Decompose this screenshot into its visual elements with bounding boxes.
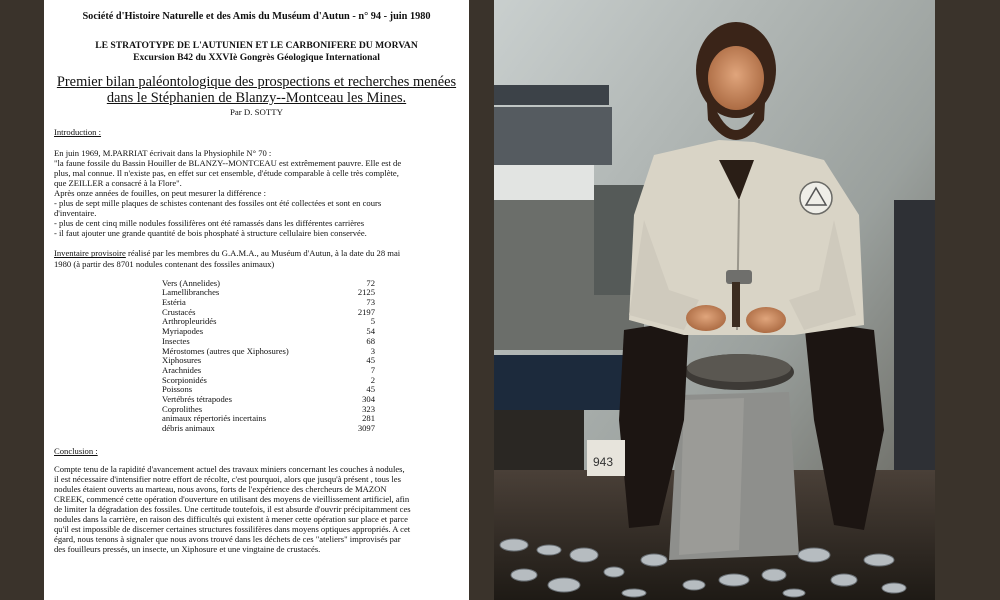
inventory-count: 54 bbox=[366, 326, 375, 337]
inventory-count: 3 bbox=[370, 345, 375, 356]
conclusion-line: des fouilleurs pressés, un insecte, un Xiphosure et une vingtaine de crustacés. bbox=[54, 544, 321, 555]
inventory-taxon: débris animaux bbox=[162, 423, 215, 434]
inventory-taxon: animaux répertoriés incertains bbox=[162, 413, 267, 424]
inventory-taxon: Insectes bbox=[162, 335, 190, 346]
inventory-row bbox=[162, 424, 375, 434]
inventory-taxon: Vers (Annelides) bbox=[162, 277, 220, 288]
intro-line: - plus de cent cinq mille nodules fossilifères ont été ramassés dans les différentes carrières bbox=[54, 218, 365, 229]
inventory-text-1: réalisé par les membres du G.A.M.A., au Muséum d'Autun, à la date du 28 mai bbox=[125, 248, 401, 259]
inventory-count: 2197 bbox=[357, 306, 375, 317]
photograph bbox=[494, 0, 935, 600]
author-line: Par D. SOTTY bbox=[229, 106, 284, 117]
intro-line: d'inventaire. bbox=[54, 208, 97, 219]
conclusion-line: qu'il est impossible de discerner certaines structures fossilifères dans moyens optiques appropriés. A cet bbox=[54, 524, 411, 535]
inventory-row bbox=[162, 327, 375, 337]
inventory-taxon: Lamellibranches bbox=[162, 287, 220, 298]
article-title bbox=[54, 75, 459, 107]
inventory-count: 323 bbox=[362, 403, 375, 414]
inventory-taxon: Myriapodes bbox=[162, 326, 204, 337]
conclusion-line: nodules dans la carrière, en raison des difficultés qui existent à mener cette opération sur place et parce bbox=[54, 514, 408, 525]
inventory-count: 281 bbox=[362, 413, 375, 424]
inventory-taxon: Arthropleuridés bbox=[162, 316, 217, 327]
intro-line: "la faune fossile du Bassin Houiller de BLANZY--MONTCEAU est extrêmement pauvre. Elle est de bbox=[54, 158, 402, 169]
box-label: 943 bbox=[593, 455, 614, 469]
conclusion-line: nodules étaient ouverts au marteau, nous avons, forts de l'expérience des chercheurs de MAZON bbox=[54, 483, 387, 494]
intro-line: En juin 1969, M.PARRIAT écrivait dans la Physiophile N° 70 : bbox=[54, 148, 272, 159]
inventory-count: 3097 bbox=[357, 423, 375, 434]
inventory-row bbox=[162, 288, 375, 298]
introduction-heading: Introduction : bbox=[54, 127, 102, 138]
introduction-text bbox=[54, 148, 459, 238]
intro-line: Après onze années de fouilles, on peut mesurer la différence : bbox=[54, 188, 266, 199]
inventory-count: 304 bbox=[362, 394, 375, 405]
conclusion-line: de limiter la dégradation des fossiles. Une certitude toutefois, il est absurde d'ouvrir précipitamment ces bbox=[54, 504, 411, 515]
intro-line: - plus de sept mille plaques de schistes contenant des fossiles ont été collectées et sont en cours bbox=[54, 198, 382, 209]
journal-header: Société d'Histoire Naturelle et des Amis du Muséum d'Autun - n° 94 - juin 1980 bbox=[82, 11, 431, 22]
inventory-intro bbox=[54, 248, 459, 268]
inventory-count: 7 bbox=[370, 364, 375, 375]
conclusion-line: il est nécessaire d'intensifier notre effort de récolte, c'est pourquoi, alors que jusqu'à présent , tous les bbox=[54, 473, 401, 484]
conclusion-line: Compte tenu de la rapidité d'avancement actuel des travaux miniers concernant les couches à nodules, bbox=[54, 463, 405, 474]
conclusion-line: égard, nous tenons à signaler que nous avons trouvé dans les déchets de ces "ateliers" improvisés par bbox=[54, 534, 401, 545]
inventory-taxon: Crustacés bbox=[162, 306, 196, 317]
inventory-taxon: Poissons bbox=[162, 384, 193, 395]
inventory-count: 2125 bbox=[357, 287, 375, 298]
stratotype-line-2: Excursion B42 du XXVIè Gongrès Géologique International bbox=[133, 51, 380, 63]
intro-line: - il faut ajouter une grande quantité de bois phosphaté à structure cellulaire bien conservée. bbox=[54, 228, 367, 239]
conclusion-text bbox=[54, 464, 459, 554]
inventory-count: 45 bbox=[366, 384, 375, 395]
inventory-count: 68 bbox=[366, 335, 375, 346]
inventory-count: 73 bbox=[366, 296, 375, 307]
inventory-taxon: Xiphosures bbox=[162, 355, 202, 366]
inventory-taxon: Coprolithes bbox=[162, 403, 203, 414]
inventory-count: 45 bbox=[366, 355, 375, 366]
inventory-taxon: Mérostomes (autres que Xiphosures) bbox=[162, 345, 289, 356]
inventory-count: 72 bbox=[366, 277, 375, 288]
conclusion-heading: Conclusion : bbox=[54, 445, 98, 456]
inventory-table bbox=[162, 279, 375, 434]
inventory-text-2: 1980 (à partir des 8701 nodules contenant des fossiles animaux) bbox=[54, 258, 275, 269]
inventory-count: 5 bbox=[370, 316, 375, 327]
intro-line: plus, mal connue. Il n'existe pas, en effet sur cet ensemble, d'étude comparable à celle très complète, bbox=[54, 168, 399, 179]
inventory-taxon: Scorpionidés bbox=[162, 374, 207, 385]
article-title-line-2: dans le Stéphanien de Blanzy--Montceau les Mines. bbox=[106, 89, 407, 106]
photo-scene bbox=[494, 0, 935, 600]
inventory-count: 2 bbox=[370, 374, 375, 385]
inventory-taxon: Estéria bbox=[162, 296, 186, 307]
inventory-taxon: Vertébrés tétrapodes bbox=[162, 394, 232, 405]
conclusion-line: CREEK, commencé cette opération d'ouverture en utilisant des moyens de vieillissement artificiel, afin bbox=[54, 494, 410, 505]
stratotype-heading bbox=[54, 40, 459, 63]
inventory-heading: Inventaire provisoire bbox=[54, 248, 126, 259]
article-title-line-1: Premier bilan paléontologique des prospections et recherches menées bbox=[56, 74, 457, 91]
intro-line: que ZEILLER a consacré à la Flore". bbox=[54, 178, 182, 189]
inventory-row bbox=[162, 376, 375, 386]
document-page bbox=[44, 0, 469, 600]
inventory-taxon: Arachnides bbox=[162, 364, 202, 375]
stratotype-line-1: LE STRATOTYPE DE L'AUTUNIEN ET LE CARBONIFERE DU MORVAN bbox=[95, 40, 418, 52]
